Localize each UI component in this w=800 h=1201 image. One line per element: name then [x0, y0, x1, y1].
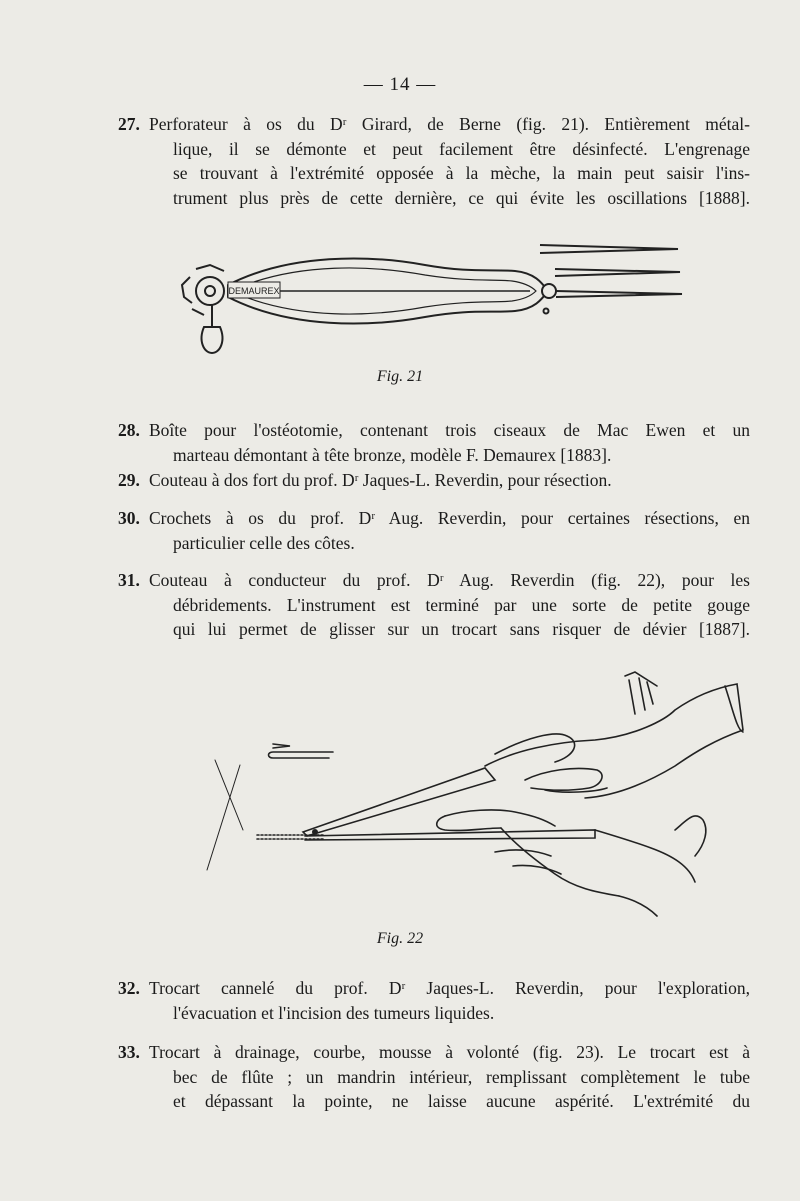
entry-number: 32. — [118, 978, 140, 998]
figure-22-caption: Fig. 22 — [376, 930, 424, 947]
figure-21-perforator — [170, 235, 690, 360]
entry-line: trument plus près de cette dernière, ce qui évite les oscillations [1888]. — [173, 187, 750, 208]
entry-line: particulier celle des côtes. — [173, 532, 355, 553]
entry-line: Perforateur à os du Dʳ Girard, de Berne (fig. 21). Entièrement métal- — [149, 114, 750, 134]
maker-mark-text: DEMAUREX — [228, 286, 280, 296]
entry-line: bec de flûte ; un mandrin intérieur, remplissant complètement le tube — [173, 1066, 750, 1087]
knife-hands-drawing — [195, 670, 755, 935]
entry-number: 29. — [118, 470, 140, 490]
figure-21-caption: Fig. 21 — [376, 368, 424, 385]
catalog-entry-30 — [118, 506, 750, 555]
entry-number: 31. — [118, 570, 140, 590]
entry-line: Couteau à conducteur du prof. Dʳ Aug. Reverdin (fig. 22), pour les — [149, 570, 750, 590]
entry-line: et dépassant la pointe, ne laisse aucune aspérité. L'extrémité du — [173, 1091, 750, 1111]
entry-number: 28. — [118, 420, 140, 440]
perforator-drawing — [170, 235, 690, 360]
figure-22-knife-hands — [195, 670, 755, 935]
entry-line: l'évacuation et l'incision des tumeurs liquides. — [173, 1002, 495, 1023]
catalog-entry-28 — [118, 418, 750, 467]
entry-number: 33. — [118, 1042, 140, 1062]
catalog-entry-29 — [118, 468, 750, 493]
entry-line: Crochets à os du prof. Dʳ Aug. Reverdin, pour certaines résections, en — [149, 508, 750, 528]
catalog-entry-31 — [118, 568, 750, 642]
entry-line: Trocart à drainage, courbe, mousse à volonté (fig. 23). Le trocart est à — [149, 1042, 750, 1062]
catalog-entry-33 — [118, 1040, 750, 1114]
entry-line: débridements. L'instrument est terminé par une sorte de petite gouge — [173, 594, 750, 615]
entry-line: lique, il se démonte et peut facilement être désinfecté. L'engrenage — [173, 138, 750, 159]
entry-line: se trouvant à l'extrémité opposée à la mèche, la main peut saisir l'ins- — [173, 163, 750, 183]
entry-line: Trocart cannelé du prof. Dʳ Jaques-L. Reverdin, pour l'exploration, — [149, 978, 750, 998]
entry-line: qui lui permet de glisser sur un trocart sans risquer de dévier [1887]. — [173, 619, 750, 639]
entry-number: 30. — [118, 508, 140, 528]
catalog-entry-32 — [118, 976, 750, 1025]
entry-line: Boîte pour l'ostéotomie, contenant trois ciseaux de Mac Ewen et un — [149, 420, 750, 440]
page-number: — 14 — — [363, 74, 437, 95]
entry-line: marteau démontant à tête bronze, modèle F. Demaurex [1883]. — [173, 444, 612, 465]
entry-line: Couteau à dos fort du prof. Dʳ Jaques-L. Reverdin, pour résection. — [149, 470, 612, 490]
entry-number: 27. — [118, 114, 140, 134]
catalog-entry-27 — [118, 112, 750, 210]
